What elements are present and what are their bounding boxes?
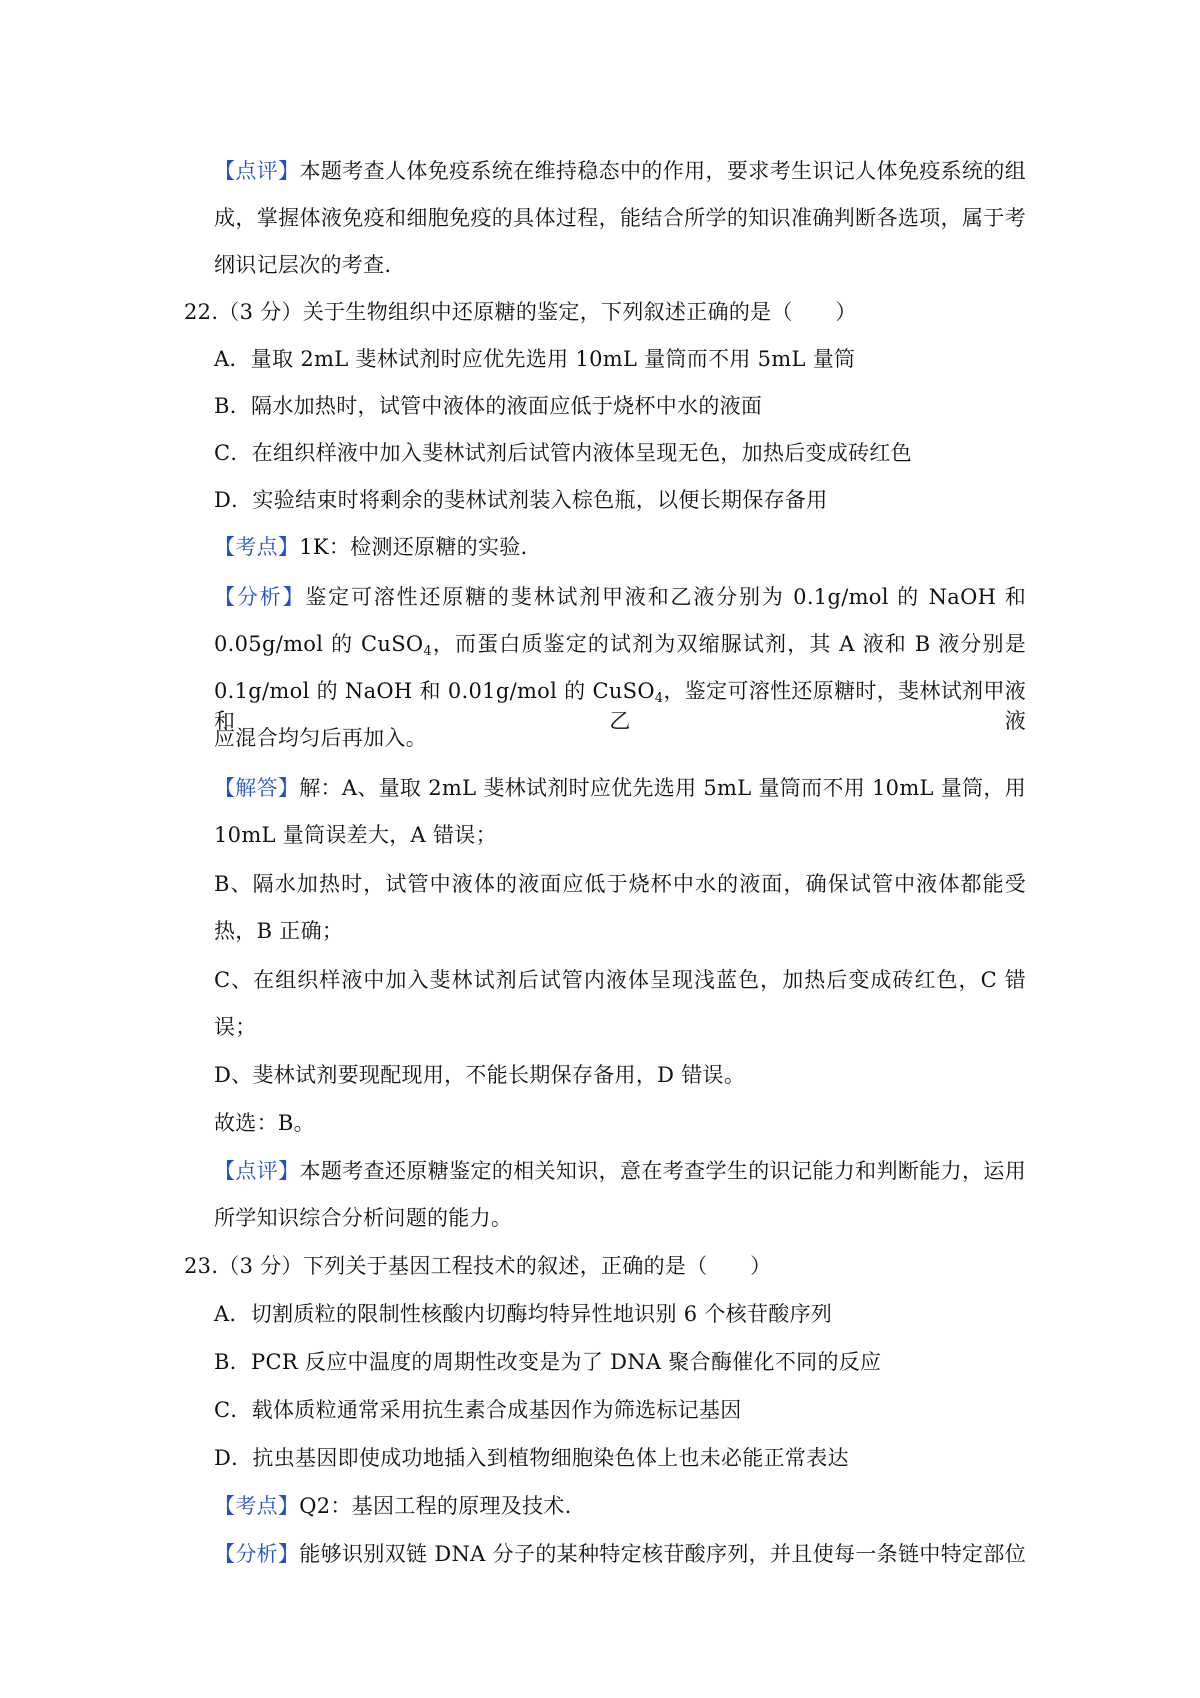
q22-jieda-line-1 xyxy=(214,773,1026,803)
jieda-tag: 【解答】 xyxy=(214,776,300,800)
dianping-tag: 【点评】 xyxy=(214,1159,300,1183)
q22-fenxi-line-4: 应混合均匀后再加入。 xyxy=(214,726,427,750)
fenxi-text-3a: 0.1g/mol 的 NaOH 和 0.01g/mol 的 CuSO xyxy=(214,679,655,703)
fenxi-text-2b: ，而蛋白质鉴定的试剂为双缩脲试剂，其 A 液和 B 液分别是 xyxy=(432,632,1026,656)
fenxi-tag: 【分析】 xyxy=(214,1542,300,1566)
q22-jieda-line-5: C、在组织样液中加入斐林试剂后试管内液体呈现浅蓝色，加热后变成砖红色，C 错 xyxy=(214,968,1026,992)
fenxi-tag: 【分析】 xyxy=(214,585,306,609)
q22-fenxi-line-2 xyxy=(214,629,1026,659)
question-22-stem: 22.（3 分）关于生物组织中还原糖的鉴定，下列叙述正确的是（ ） xyxy=(184,300,857,324)
dianping-tag: 【点评】 xyxy=(214,159,300,183)
kaodian-text: 1K：检测还原糖的实验. xyxy=(299,535,528,559)
kaodian-tag: 【考点】 xyxy=(214,1494,300,1518)
q23-option-d: D．抗虫基因即使成功地插入到植物细胞染色体上也未必能正常表达 xyxy=(214,1446,849,1470)
dianping-line-3: 纲识记层次的考查. xyxy=(214,253,392,277)
dianping-text: 本题考查还原糖鉴定的相关知识，意在考查学生的识记能力和判断能力，运用 xyxy=(299,1159,1026,1183)
fenxi-text-1: 鉴定可溶性还原糖的斐林试剂甲液和乙液分别为 0.1g/mol 的 NaOH 和 xyxy=(305,585,1027,609)
q22-dianping-line-2: 所学知识综合分析问题的能力。 xyxy=(214,1206,513,1230)
fenxi-text-3b: ，鉴定可溶性还原糖时，斐林试剂甲液和乙液 xyxy=(214,679,1026,733)
dianping-line-1 xyxy=(214,156,1026,186)
kaodian-tag: 【考点】 xyxy=(214,535,300,559)
q23-option-b: B．PCR 反应中温度的周期性改变是为了 DNA 聚合酶催化不同的反应 xyxy=(214,1350,882,1374)
fenxi-text-1: 能够识别双链 DNA 分子的某种特定核苷酸序列，并且使每一条链中特定部位 xyxy=(299,1542,1026,1566)
subscript: 4 xyxy=(423,644,433,659)
q22-answer: 故选：B。 xyxy=(214,1111,315,1135)
q22-option-c: C．在组织样液中加入斐林试剂后试管内液体呈现无色，加热后变成砖红色 xyxy=(214,441,912,465)
dianping-line-2: 成，掌握体液免疫和细胞免疫的具体过程，能结合所学的知识准确判断各选项，属于考 xyxy=(214,206,1026,230)
q23-kaodian xyxy=(214,1491,572,1521)
question-23-stem: 23.（3 分）下列关于基因工程技术的叙述，正确的是（ ） xyxy=(184,1254,772,1278)
q23-option-a: A．切割质粒的限制性核酸内切酶均特异性地识别 6 个核苷酸序列 xyxy=(214,1302,833,1326)
q22-kaodian xyxy=(214,532,528,562)
q23-fenxi-line-1 xyxy=(214,1539,1026,1569)
jieda-text-1: 解：A、量取 2mL 斐林试剂时应优先选用 5mL 量筒而不用 10mL 量筒，用 xyxy=(299,776,1026,800)
q22-dianping-line-1 xyxy=(214,1156,1026,1186)
q22-fenxi-line-1 xyxy=(214,582,1026,612)
q22-jieda-line-3: B、隔水加热时，试管中液体的液面应低于烧杯中水的液面，确保试管中液体都能受 xyxy=(214,872,1026,896)
subscript: 4 xyxy=(654,691,664,706)
q22-option-d: D．实验结束时将剩余的斐林试剂装入棕色瓶，以便长期保存备用 xyxy=(214,488,828,512)
q23-option-c: C．载体质粒通常采用抗生素合成基因作为筛选标记基因 xyxy=(214,1398,742,1422)
q22-jieda-line-4: 热，B 正确； xyxy=(214,919,344,943)
q22-jieda-line-6: 误； xyxy=(214,1015,257,1039)
kaodian-text: Q2：基因工程的原理及技术. xyxy=(299,1494,572,1518)
q22-option-a: A．量取 2mL 斐林试剂时应优先选用 10mL 量筒而不用 5mL 量筒 xyxy=(214,347,856,371)
fenxi-text-2a: 0.05g/mol 的 CuSO xyxy=(214,632,424,656)
q22-option-b: B．隔水加热时，试管中液体的液面应低于烧杯中水的液面 xyxy=(214,394,763,418)
q22-jieda-line-2: 10mL 量筒误差大，A 错误； xyxy=(214,823,497,847)
q22-jieda-line-7: D、斐林试剂要现配现用，不能长期保存备用，D 错误。 xyxy=(214,1063,746,1087)
dianping-text-1: 本题考查人体免疫系统在维持稳态中的作用，要求考生识记人体免疫系统的组 xyxy=(299,159,1026,183)
